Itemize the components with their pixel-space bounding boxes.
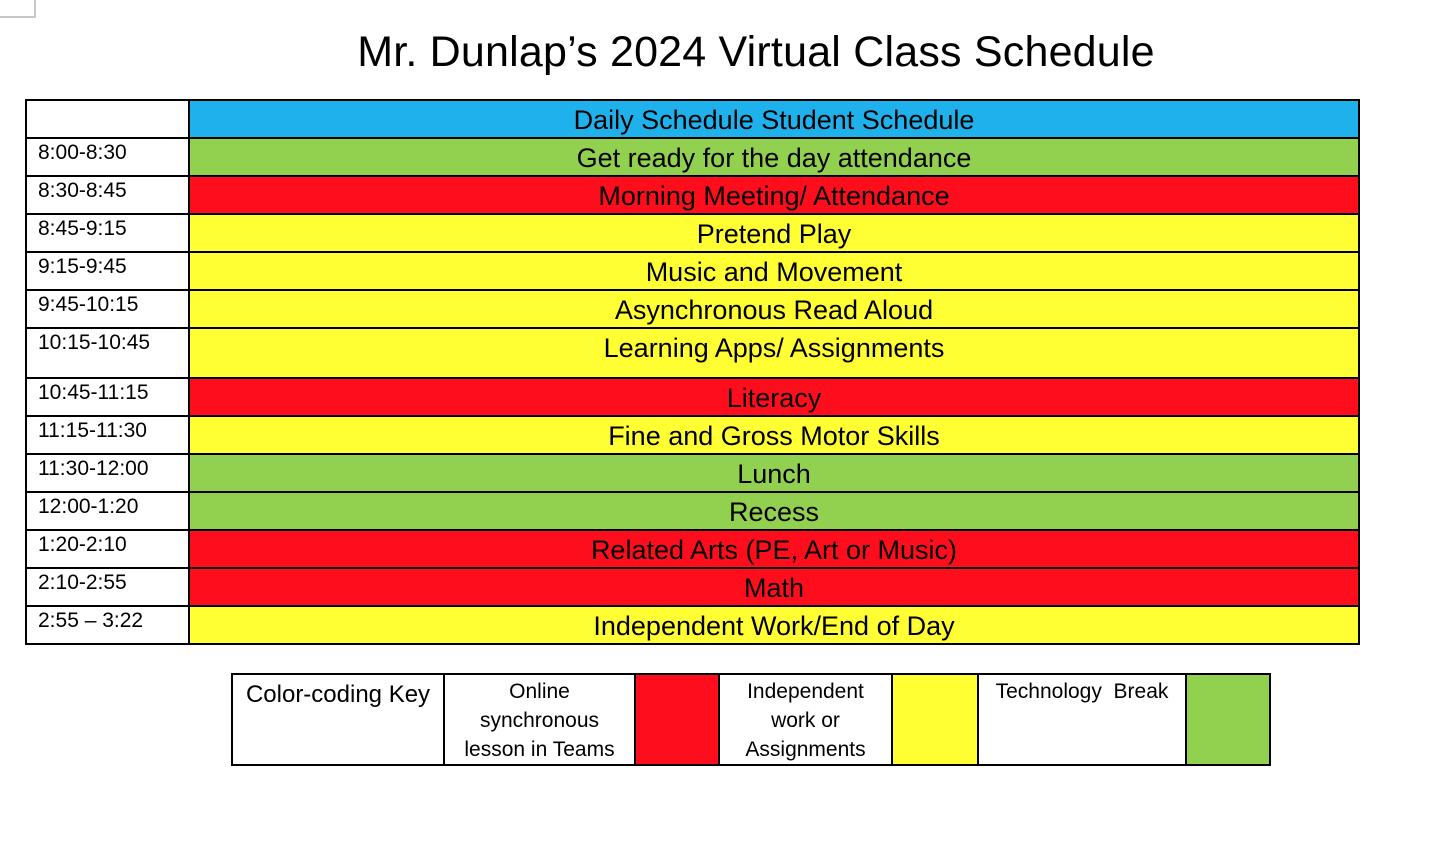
activity-cell: Literacy — [189, 378, 1359, 416]
color-key-table — [231, 673, 1271, 766]
schedule-row — [26, 454, 1359, 492]
activity-cell: Pretend Play — [189, 214, 1359, 252]
schedule-row — [26, 328, 1359, 378]
activity-cell: Morning Meeting/ Attendance — [189, 176, 1359, 214]
time-slot: 9:45-10:15 — [26, 290, 189, 328]
online-lesson-label: Online synchronous lesson in Teams — [444, 674, 635, 765]
schedule-row — [26, 138, 1359, 176]
activity-cell: Independent Work/End of Day — [189, 606, 1359, 644]
time-slot: 11:15-11:30 — [26, 416, 189, 454]
technology-break-label: Technology Break — [978, 674, 1186, 765]
time-slot: 1:20-2:10 — [26, 530, 189, 568]
schedule-row — [26, 606, 1359, 644]
time-slot: 10:45-11:15 — [26, 378, 189, 416]
time-slot: 9:15-9:45 — [26, 252, 189, 290]
schedule-header-label: Daily Schedule Student Schedule — [189, 100, 1359, 138]
schedule-row — [26, 176, 1359, 214]
activity-cell: Get ready for the day attendance — [189, 138, 1359, 176]
online-color-swatch — [635, 674, 719, 765]
page-title: Mr. Dunlap’s 2024 Virtual Class Schedule — [357, 28, 1155, 76]
time-slot: 2:55 – 3:22 — [26, 606, 189, 644]
activity-cell: Fine and Gross Motor Skills — [189, 416, 1359, 454]
header-time-cell — [26, 100, 189, 138]
schedule-row — [26, 492, 1359, 530]
time-slot: 12:00-1:20 — [26, 492, 189, 530]
color-key-label: Color-coding Key — [232, 674, 444, 765]
activity-cell: Math — [189, 568, 1359, 606]
schedule-row — [26, 290, 1359, 328]
time-slot: 8:45-9:15 — [26, 214, 189, 252]
activity-cell: Lunch — [189, 454, 1359, 492]
activity-cell: Asynchronous Read Aloud — [189, 290, 1359, 328]
time-slot: 8:30-8:45 — [26, 176, 189, 214]
independent-color-swatch — [892, 674, 978, 765]
time-slot: 2:10-2:55 — [26, 568, 189, 606]
time-slot: 10:15-10:45 — [26, 328, 189, 378]
schedule-row — [26, 214, 1359, 252]
activity-cell: Related Arts (PE, Art or Music) — [189, 530, 1359, 568]
break-color-swatch — [1186, 674, 1270, 765]
schedule-row — [26, 378, 1359, 416]
activity-cell: Learning Apps/ Assignments — [189, 328, 1359, 378]
activity-cell: Music and Movement — [189, 252, 1359, 290]
schedule-row — [26, 568, 1359, 606]
page-corner-mark — [0, 0, 36, 18]
color-key-row — [232, 674, 1270, 765]
time-slot: 8:00-8:30 — [26, 138, 189, 176]
schedule-header-row — [26, 100, 1359, 138]
schedule-row — [26, 252, 1359, 290]
schedule-table — [25, 99, 1360, 645]
activity-cell: Recess — [189, 492, 1359, 530]
schedule-row — [26, 530, 1359, 568]
schedule-row — [26, 416, 1359, 454]
independent-work-label: Independent work or Assignments — [719, 674, 892, 765]
time-slot: 11:30-12:00 — [26, 454, 189, 492]
